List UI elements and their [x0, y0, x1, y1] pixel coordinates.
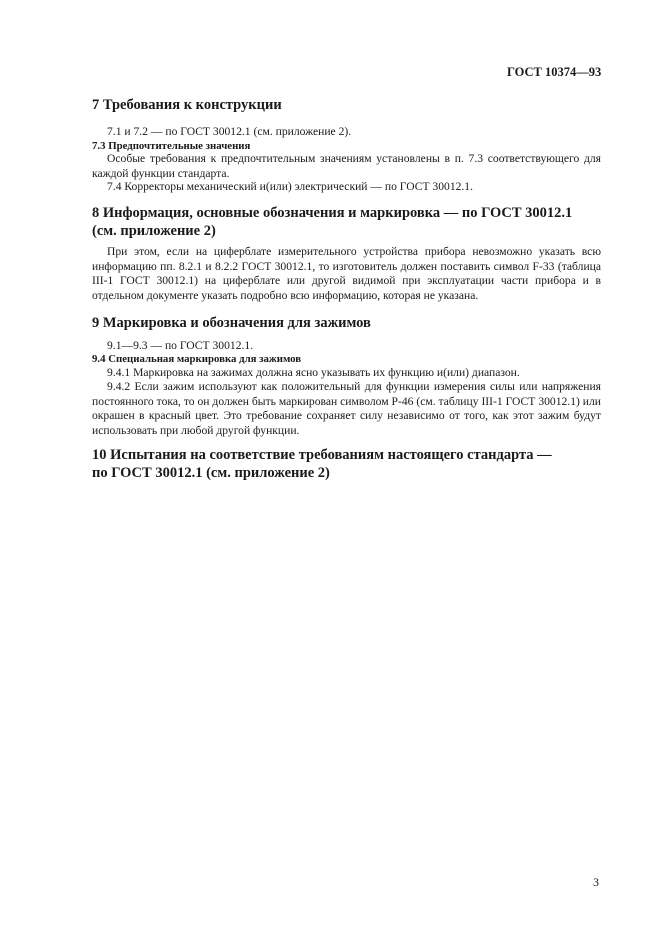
section-7-paragraph-3: 7.4 Корректоры механический и(или) электрический — по ГОСТ 30012.1. [107, 180, 474, 193]
section-10-heading-line-2: по ГОСТ 30012.1 (см. приложение 2) [92, 465, 330, 481]
section-9-4-subheading: 9.4 Специальная маркировка для зажимов [92, 353, 302, 365]
document-header-id: ГОСТ 10374—93 [507, 65, 602, 79]
section-9-heading: 9 Маркировка и обозначения для зажимов [92, 315, 371, 331]
section-7-paragraph-2: Особые требования к предпочтительным значениям установлены в п. 7.3 соответствующего для каждой функции стандарта. [92, 152, 601, 180]
section-8-paragraph-1: При этом, если на циферблате измерительного устройства прибора невозможно указать всю информацию пп. 8.2.1 и 8.2.2 ГОСТ 30012.1, то изготовитель должен поставить символ F-33 (таблица III-1 ГОСТ 30012.1) на циферблате или другой видимой при эксплуатации части прибора и в отдельном документе указать подробно всю информацию, которая не указана. [92, 245, 601, 302]
section-7-paragraph-1: 7.1 и 7.2 — по ГОСТ 30012.1 (см. приложение 2). [107, 125, 352, 138]
section-8-heading-line-1: 8 Информация, основные обозначения и маркировка — по ГОСТ 30012.1 [92, 205, 573, 221]
section-7-3-subheading: 7.3 Предпочтительные значения [92, 140, 251, 152]
section-9-paragraph-1: 9.1—9.3 — по ГОСТ 30012.1. [107, 339, 254, 352]
section-8-heading-line-2: (см. приложение 2) [92, 223, 216, 239]
section-7-heading: 7 Требования к конструкции [92, 97, 282, 113]
section-10-heading-line-1: 10 Испытания на соответствие требованиям настоящего стандарта — [92, 447, 552, 463]
section-9-paragraph-2: 9.4.1 Маркировка на зажимах должна ясно указывать их функцию и(или) диапазон. [107, 366, 520, 379]
page-number: 3 [593, 875, 599, 889]
section-9-paragraph-3: 9.4.2 Если зажим используют как положительный для функции измерения силы или напряжения постоянного тока, то он должен быть маркирован символом Р-46 (см. таблицу III-1 ГОСТ 30012.1) или окрашен в красный цвет. Это требование сохраняет силу независимо от того, как этот зажим будут использовать при любой другой функции. [92, 380, 601, 437]
